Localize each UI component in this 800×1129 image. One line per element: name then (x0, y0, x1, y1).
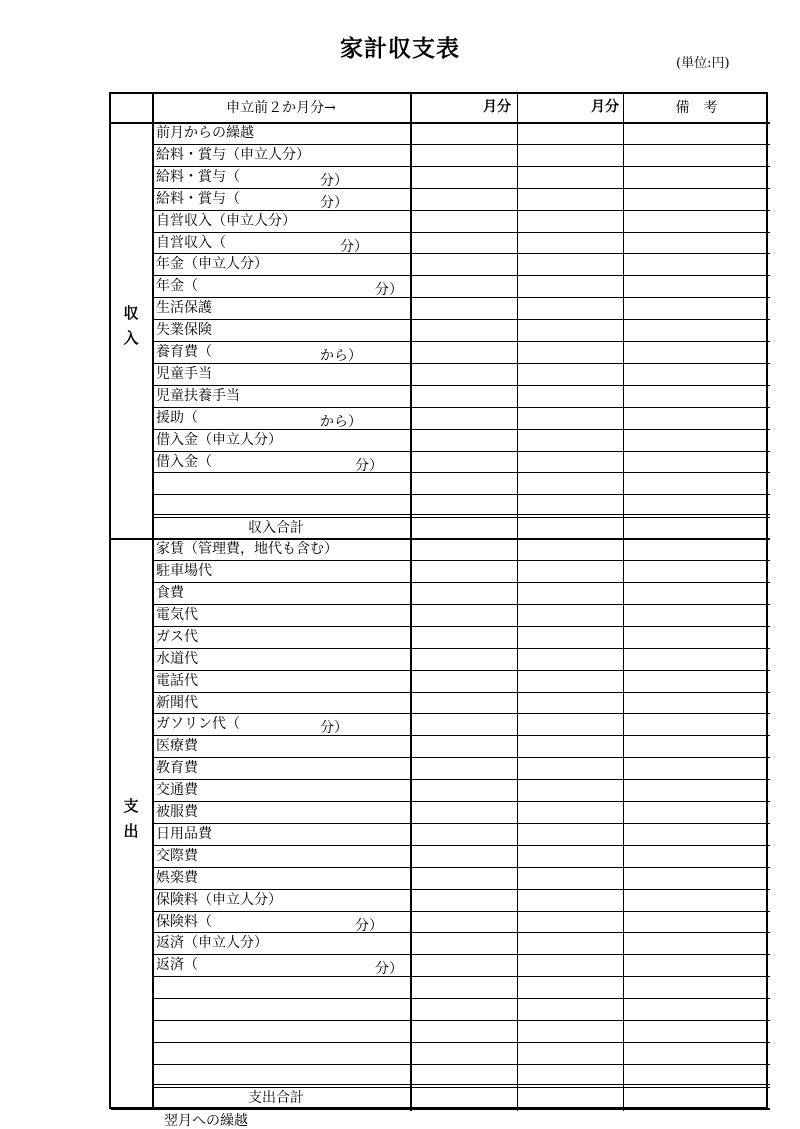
expense-remarks-cell[interactable] (623, 757, 770, 779)
expense-remarks-cell[interactable] (623, 976, 770, 998)
expense-row-label: 日用品費 (156, 825, 212, 842)
row-divider (111, 1108, 770, 1110)
income-row-label: 自営収入（申立人分） (156, 212, 296, 229)
expense-row-label: ガソリン代（ (156, 716, 240, 733)
expense-remarks-cell[interactable] (623, 670, 770, 692)
expense-remarks-cell[interactable] (623, 1020, 770, 1042)
expense-row-suffix: 分） (355, 917, 383, 934)
expense-amount-cell[interactable] (517, 1064, 623, 1086)
expense-amount-cell[interactable] (517, 692, 623, 714)
income-remarks-cell[interactable] (623, 232, 770, 254)
income-remarks-cell[interactable] (623, 429, 770, 451)
row-divider (152, 1087, 770, 1088)
income-remarks-cell[interactable] (623, 297, 770, 319)
expense-amount-cell[interactable] (410, 670, 517, 692)
income-section-label: 入 (123, 329, 139, 348)
expense-row-label: 水道代 (156, 650, 198, 667)
income-amount-cell[interactable] (517, 144, 623, 166)
income-total-label: 収入合計 (248, 520, 304, 537)
expense-amount-cell[interactable] (410, 801, 517, 823)
income-amount-cell[interactable] (517, 297, 623, 319)
expense-amount-cell[interactable] (517, 626, 623, 648)
expense-amount-cell[interactable] (517, 735, 623, 757)
income-row-label: 自営収入（ (156, 234, 226, 251)
expense-row-label: 駐車場代 (156, 563, 212, 580)
expense-amount-cell[interactable] (410, 692, 517, 714)
income-remarks-cell[interactable] (623, 472, 770, 494)
income-amount-cell[interactable] (410, 232, 517, 254)
expense-amount-cell[interactable] (410, 735, 517, 757)
expense-remarks-cell[interactable] (623, 1042, 770, 1064)
expense-remarks-cell[interactable] (623, 735, 770, 757)
expense-amount-cell[interactable] (517, 976, 623, 998)
expense-amount-cell[interactable] (410, 932, 517, 954)
expense-amount-cell[interactable] (517, 1042, 623, 1064)
income-row-suffix: 分） (320, 172, 348, 189)
expense-amount-cell[interactable] (517, 932, 623, 954)
header-period-label: 申立前２か月分→ (226, 100, 336, 116)
income-amount-cell[interactable] (517, 363, 623, 385)
income-remarks-cell[interactable] (623, 122, 770, 144)
expense-amount-cell[interactable] (517, 538, 623, 560)
income-remarks-cell[interactable] (623, 451, 770, 473)
expense-row-label: 交通費 (156, 782, 198, 799)
expense-amount-cell[interactable] (517, 801, 623, 823)
expense-remarks-cell[interactable] (623, 1064, 770, 1086)
income-amount-cell[interactable] (517, 494, 623, 516)
expense-amount-cell[interactable] (410, 998, 517, 1020)
income-remarks-cell[interactable] (623, 210, 770, 232)
expense-amount-cell[interactable] (410, 889, 517, 911)
expense-remarks-cell[interactable] (623, 867, 770, 889)
income-row-label: 児童扶養手当 (156, 387, 240, 404)
expense-amount-cell[interactable] (410, 867, 517, 889)
expense-amount-cell[interactable] (410, 713, 517, 735)
page-title: 家計収支表 (340, 36, 460, 62)
income-row-label: 借入金（申立人分） (156, 431, 282, 448)
income-remarks-cell[interactable] (623, 188, 770, 210)
income-amount-cell[interactable] (410, 297, 517, 319)
income-row-suffix: 分） (320, 194, 348, 211)
expense-remarks-cell[interactable] (623, 626, 770, 648)
income-amount-cell[interactable] (410, 494, 517, 516)
income-amount-cell[interactable] (410, 188, 517, 210)
income-amount-cell[interactable] (410, 429, 517, 451)
expense-amount-cell[interactable] (410, 911, 517, 933)
expense-amount-cell[interactable] (410, 757, 517, 779)
income-row-label: 援助（ (156, 409, 198, 426)
column-divider (152, 94, 154, 1108)
income-row-label: 失業保険 (156, 322, 212, 339)
income-amount-cell[interactable] (410, 451, 517, 473)
expense-remarks-cell[interactable] (623, 845, 770, 867)
income-row-label: 児童手当 (156, 365, 212, 382)
income-row-label: 給料・賞与（申立人分） (156, 146, 310, 163)
expense-amount-cell[interactable] (517, 648, 623, 670)
header-month1: 月分 (483, 99, 511, 115)
expense-remarks-cell[interactable] (623, 538, 770, 560)
income-amount-cell[interactable] (517, 341, 623, 363)
income-remarks-cell[interactable] (623, 144, 770, 166)
income-amount-cell[interactable] (410, 210, 517, 232)
income-amount-cell[interactable] (517, 210, 623, 232)
expense-row-label: 娯楽費 (156, 869, 198, 886)
expense-remarks-cell[interactable] (623, 801, 770, 823)
expense-remarks-cell[interactable] (623, 823, 770, 845)
income-amount-cell[interactable] (517, 407, 623, 429)
expense-amount-cell[interactable] (410, 626, 517, 648)
expense-amount-cell[interactable] (410, 560, 517, 582)
expense-amount-cell[interactable] (517, 670, 623, 692)
income-row-label: 前月からの繰越 (156, 125, 254, 141)
header-month2: 月分 (591, 99, 619, 115)
expense-amount-cell[interactable] (517, 911, 623, 933)
expense-amount-cell[interactable] (517, 998, 623, 1020)
income-row-label: 生活保護 (156, 300, 212, 317)
expense-remarks-cell[interactable] (623, 692, 770, 714)
income-amount-cell[interactable] (517, 253, 623, 275)
income-row-label: 養育費（ (156, 344, 212, 360)
income-section-label: 収 (123, 304, 139, 323)
income-amount-cell[interactable] (410, 341, 517, 363)
expense-row-label: 家賃（管理費，地代も含む） (156, 541, 338, 558)
expense-amount-cell[interactable] (410, 648, 517, 670)
expense-amount-cell[interactable] (410, 779, 517, 801)
expense-row-label: 保険料（申立人分） (156, 891, 282, 908)
expense-remarks-cell[interactable] (623, 582, 770, 604)
expense-row-label: 保険料（ (156, 913, 212, 930)
expense-row-label: 電気代 (156, 606, 198, 623)
income-row-suffix: 分） (355, 457, 383, 474)
expense-amount-cell[interactable] (410, 1042, 517, 1064)
budget-table (109, 92, 768, 1129)
income-remarks-cell[interactable] (623, 385, 770, 407)
expense-row-label: 食費 (156, 585, 184, 601)
income-amount-cell[interactable] (410, 166, 517, 188)
income-amount-cell[interactable] (517, 429, 623, 451)
expense-row-suffix: 分） (375, 961, 403, 978)
row-divider (152, 517, 770, 518)
expense-remarks-cell[interactable] (623, 911, 770, 933)
income-remarks-cell[interactable] (623, 166, 770, 188)
expense-row-label: 返済（申立人分） (156, 935, 268, 952)
expense-amount-cell[interactable] (410, 845, 517, 867)
expense-amount-cell[interactable] (517, 757, 623, 779)
income-row-suffix: から） (320, 413, 362, 430)
unit-note: (単位:円) (676, 56, 730, 71)
income-row-suffix: 分） (340, 238, 368, 255)
expense-amount-cell[interactable] (410, 1020, 517, 1042)
income-remarks-cell[interactable] (623, 341, 770, 363)
expense-amount-cell[interactable] (410, 538, 517, 560)
income-amount-cell[interactable] (517, 385, 623, 407)
income-amount-cell[interactable] (517, 472, 623, 494)
income-remarks-cell[interactable] (623, 363, 770, 385)
carryover-label: 翌月への繰越 (164, 1112, 248, 1129)
expense-amount-cell[interactable] (517, 845, 623, 867)
income-row-suffix: 分） (375, 282, 403, 299)
income-amount-cell[interactable] (410, 144, 517, 166)
income-amount-cell[interactable] (410, 407, 517, 429)
expense-amount-cell[interactable] (410, 582, 517, 604)
income-remarks-cell[interactable] (623, 253, 770, 275)
expense-total-label: 支出合計 (248, 1089, 304, 1106)
income-amount-cell[interactable] (410, 385, 517, 407)
expense-amount-cell[interactable] (517, 954, 623, 976)
expense-remarks-cell[interactable] (623, 604, 770, 626)
income-amount-cell[interactable] (410, 122, 517, 144)
income-row-label: 借入金（ (156, 453, 212, 470)
income-remarks-cell[interactable] (623, 494, 770, 516)
income-row-suffix: から） (320, 348, 362, 364)
income-amount-cell[interactable] (410, 319, 517, 341)
expense-remarks-cell[interactable] (623, 954, 770, 976)
expense-amount-cell[interactable] (517, 779, 623, 801)
expense-remarks-cell[interactable] (623, 713, 770, 735)
expense-remarks-cell[interactable] (623, 560, 770, 582)
expense-row-label: 交際費 (156, 847, 198, 864)
expense-remarks-cell[interactable] (623, 779, 770, 801)
expense-amount-cell[interactable] (517, 1020, 623, 1042)
expense-remarks-cell[interactable] (623, 932, 770, 954)
income-row-label: 給料・賞与（ (156, 190, 240, 207)
income-amount-cell[interactable] (517, 188, 623, 210)
expense-row-label: 電話代 (156, 672, 198, 689)
expense-amount-cell[interactable] (517, 713, 623, 735)
expense-row-label: 医療費 (156, 738, 198, 755)
income-row-label: 年金（申立人分） (156, 256, 268, 273)
expense-remarks-cell[interactable] (623, 889, 770, 911)
expense-amount-cell[interactable] (410, 1064, 517, 1086)
expense-amount-cell[interactable] (517, 560, 623, 582)
income-remarks-cell[interactable] (623, 407, 770, 429)
income-amount-cell[interactable] (517, 319, 623, 341)
expense-amount-cell[interactable] (517, 582, 623, 604)
income-amount-cell[interactable] (410, 363, 517, 385)
expense-amount-cell[interactable] (410, 976, 517, 998)
income-remarks-cell[interactable] (623, 275, 770, 297)
income-amount-cell[interactable] (410, 253, 517, 275)
expense-row-label: 新聞代 (156, 694, 198, 711)
income-row-label: 給料・賞与（ (156, 168, 240, 185)
expense-amount-cell[interactable] (517, 604, 623, 626)
expense-amount-cell[interactable] (410, 604, 517, 626)
income-amount-cell[interactable] (517, 166, 623, 188)
expense-amount-cell[interactable] (410, 823, 517, 845)
income-amount-cell[interactable] (517, 275, 623, 297)
expense-remarks-cell[interactable] (623, 998, 770, 1020)
expense-row-suffix: 分） (320, 720, 348, 737)
expense-section-label: 支 (123, 796, 139, 815)
income-amount-cell[interactable] (410, 472, 517, 494)
expense-row-label: ガス代 (156, 628, 198, 645)
expense-amount-cell[interactable] (517, 889, 623, 911)
income-remarks-cell[interactable] (623, 319, 770, 341)
expense-remarks-cell[interactable] (623, 648, 770, 670)
expense-amount-cell[interactable] (517, 867, 623, 889)
expense-amount-cell[interactable] (517, 823, 623, 845)
income-amount-cell[interactable] (517, 232, 623, 254)
expense-amount-cell[interactable] (410, 954, 517, 976)
header-remarks: 備 考 (675, 100, 718, 116)
expense-row-label: 教育費 (156, 760, 198, 777)
income-amount-cell[interactable] (410, 275, 517, 297)
income-row-label: 年金（ (156, 278, 198, 295)
income-amount-cell[interactable] (517, 122, 623, 144)
expense-section-label: 出 (123, 821, 139, 840)
income-amount-cell[interactable] (517, 451, 623, 473)
expense-row-label: 被服費 (156, 804, 198, 820)
expense-row-label: 返済（ (156, 957, 198, 974)
